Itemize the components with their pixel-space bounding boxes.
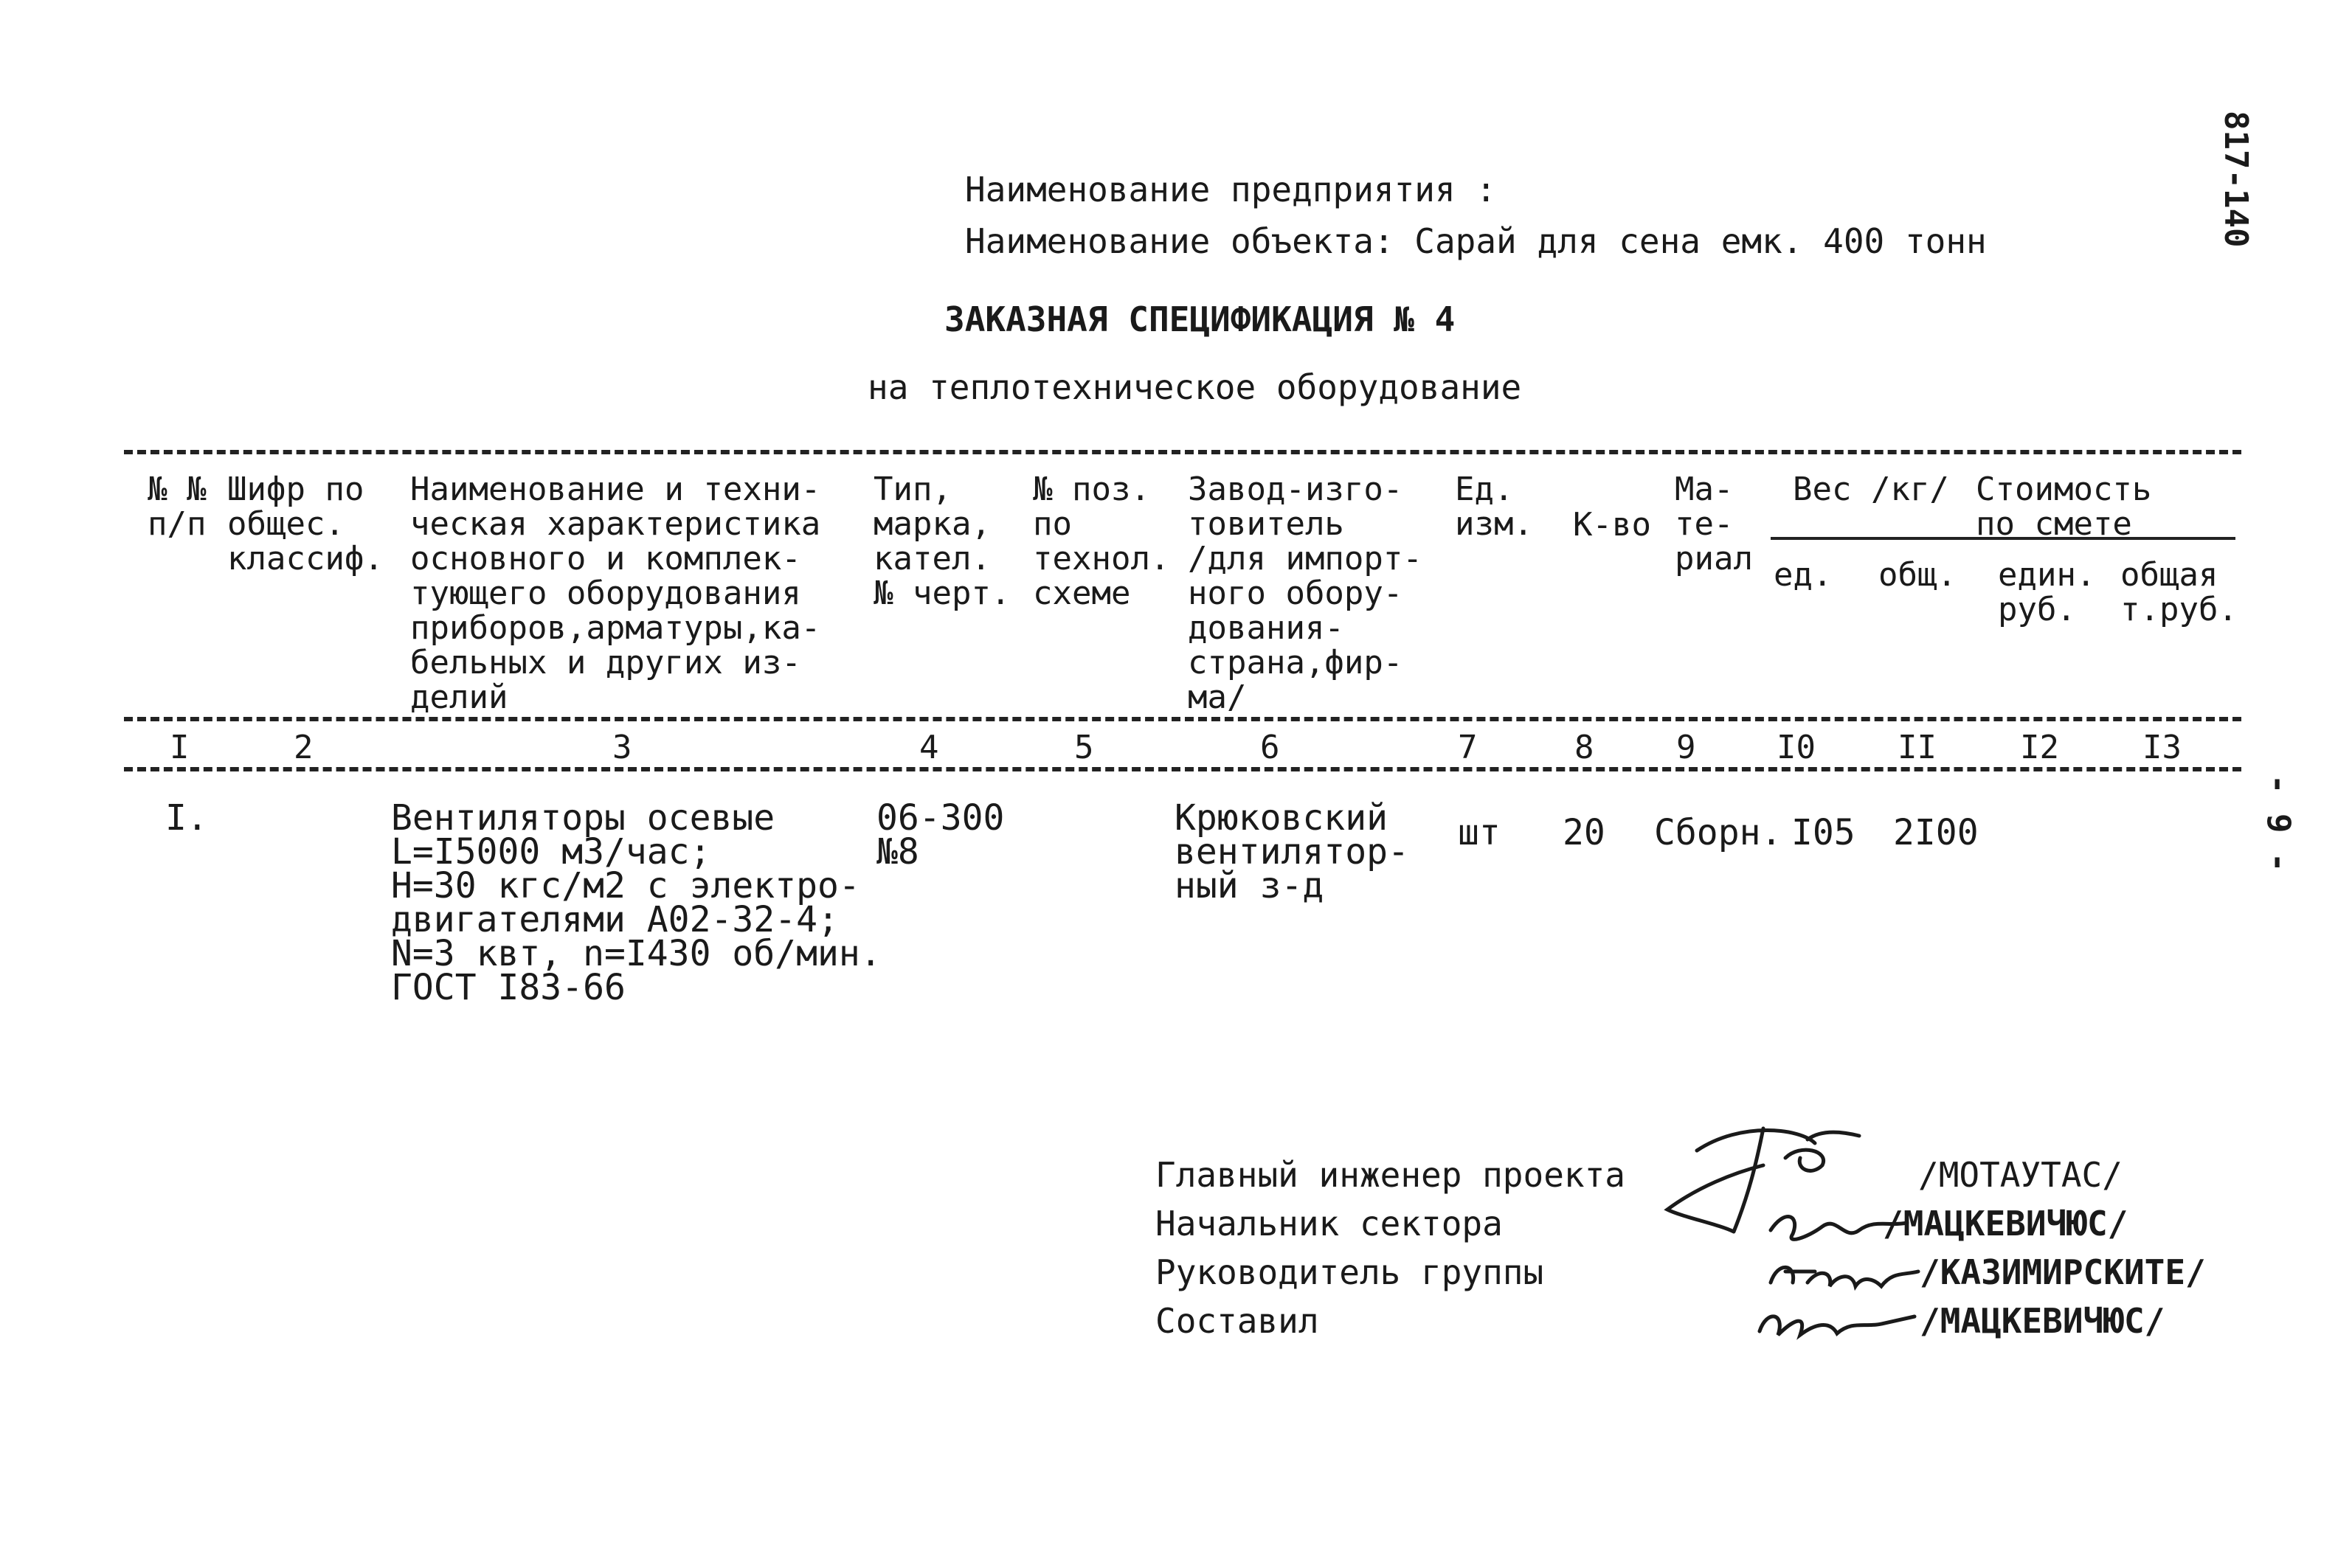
col-number: I3 <box>2142 729 2182 766</box>
header-bottom-rule <box>124 717 2241 721</box>
page-number: - 9 - <box>2260 774 2297 873</box>
col-header-cost-total: общая т.руб. <box>2120 556 2238 628</box>
signature-name: /МАЦКЕВИЧЮС/ <box>1920 1301 2165 1341</box>
signature-role: Начальник сектора <box>1155 1204 1503 1243</box>
signature-role: Главный инженер проекта <box>1155 1155 1625 1195</box>
col-header-weight-unit: ед. <box>1774 556 1833 594</box>
handwritten-signature-compiler <box>1749 1298 1918 1350</box>
col-header-cost: Стоимость по смете <box>1976 471 2152 543</box>
enterprise-line: Наименование предприятия : <box>965 170 1497 209</box>
col-header-weight: Вес /кг/ <box>1793 471 1949 508</box>
col-number: 9 <box>1676 729 1696 766</box>
object-line: Наименование объекта: Сарай для сена емк. 400 тонн <box>965 221 1987 261</box>
col-number: 2 <box>294 729 314 766</box>
col-number: I0 <box>1777 729 1816 766</box>
signature-name: /МАЦКЕВИЧЮС/ <box>1883 1204 2128 1243</box>
table-top-rule <box>124 450 2241 454</box>
document-code: 817-140 <box>2217 111 2255 248</box>
document-subtitle: на теплотехническое оборудование <box>868 367 1522 407</box>
col-number: I2 <box>2020 729 2059 766</box>
col-header-manufacturer: Завод-изго- товитель /для импорт- ного обору- дования- страна,фир- ма/ <box>1188 471 1422 716</box>
handwritten-signature-group-leader <box>1763 1249 1926 1301</box>
row-type: 06-300 №8 <box>876 797 1005 873</box>
row-qty: 20 <box>1563 812 1605 853</box>
col-number: II <box>1898 729 1937 766</box>
row-num: I. <box>165 797 208 839</box>
signature-role: Составил <box>1155 1301 1319 1341</box>
col-header-unit: Ед. изм. <box>1455 471 1533 543</box>
col-number: 8 <box>1574 729 1594 766</box>
col-number: I <box>170 729 190 766</box>
col-header-type: Тип, марка, кател. № черт. <box>874 471 1011 612</box>
col-number: 3 <box>612 729 632 766</box>
signature-name: /МОТАУТАС/ <box>1918 1155 2123 1195</box>
handwritten-signature-sector-head <box>1763 1201 1911 1252</box>
row-manufacturer: Крюковский вентилятор- ный з-д <box>1175 797 1409 906</box>
row-unit: шт <box>1458 812 1501 853</box>
col-number: 4 <box>919 729 939 766</box>
col-number: 5 <box>1074 729 1094 766</box>
col-header-code: Шифр по общес. классиф. <box>227 471 384 577</box>
document-title: ЗАКАЗНАЯ СПЕЦИФИКАЦИЯ № 4 <box>944 299 1456 339</box>
row-material: Сборн. <box>1654 812 1782 853</box>
col-header-material: Ма- те- риал <box>1675 471 1753 577</box>
number-row-rule <box>124 767 2241 771</box>
col-header-num: № № п/п <box>148 471 207 543</box>
row-weight-total: 2I00 <box>1893 812 1979 853</box>
col-number: 6 <box>1260 729 1280 766</box>
col-header-name: Наименование и техни- ческая характеристика основного и комплек- тующего оборудования приборов,арматуры,ка- бельных и других из- делий <box>410 471 821 716</box>
row-weight-unit: I05 <box>1791 812 1855 853</box>
row-name: Вентиляторы осевые L=I5000 м3/час; H=30 кгс/м2 с электро- двигателями А02-32-4; N=3 квт, n=I430 об/мин. ГОСТ I83-66 <box>391 797 882 1008</box>
col-header-cost-unit: един. руб. <box>1998 556 2096 628</box>
col-number: 7 <box>1458 729 1478 766</box>
signature-role: Руководитель группы <box>1155 1252 1544 1292</box>
col-header-position: № поз. по технол. схеме <box>1033 471 1170 612</box>
col-header-qty: К-во <box>1573 506 1651 544</box>
col-header-weight-total: общ. <box>1878 556 1957 594</box>
signature-name: /КАЗИМИРСКИТЕ/ <box>1920 1252 2206 1292</box>
